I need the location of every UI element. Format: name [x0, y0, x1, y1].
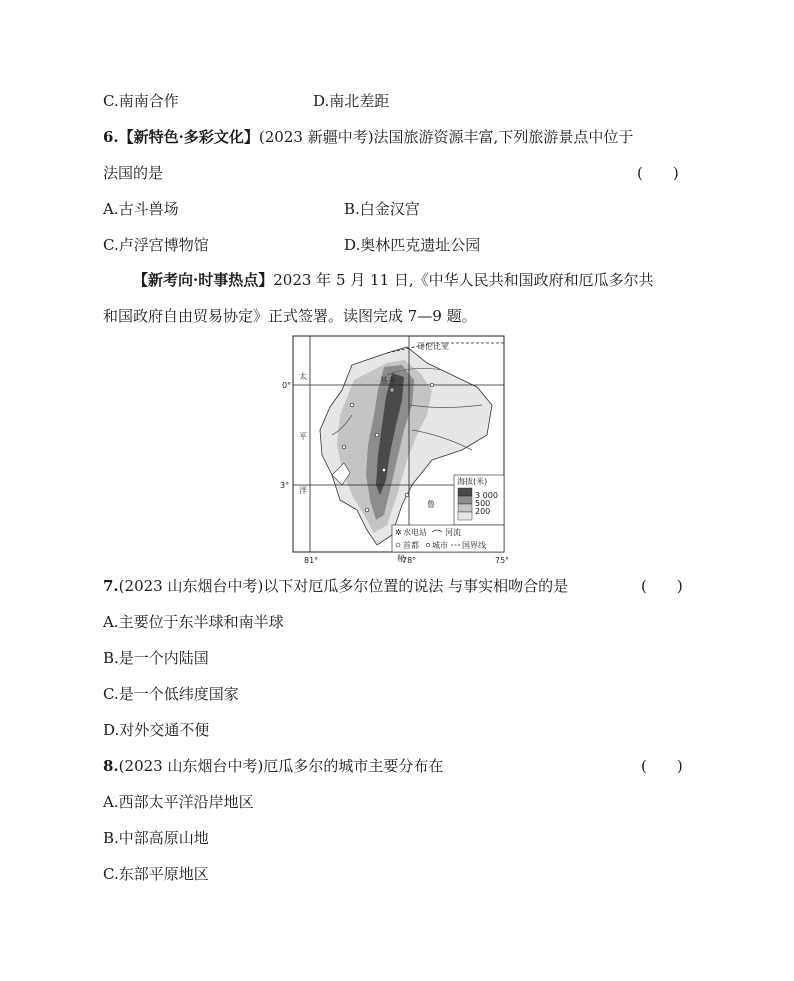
- q6-option-a: A.古斗兽场: [103, 200, 179, 218]
- q5-option-c: C.南南合作: [103, 92, 179, 110]
- label-pacific-3: 洋: [299, 486, 307, 495]
- label-lat-0: 0°: [282, 381, 292, 390]
- q8-option-a: A.西部太平洋沿岸地区: [103, 793, 254, 811]
- q6-option-b: B.白金汉宫: [344, 200, 420, 218]
- q8-stem-line: [103, 756, 443, 776]
- intro-line2: 和国政府自由贸易协定》正式签署。读图完成 7—9 题。: [103, 307, 477, 325]
- legend-200: 200: [475, 507, 491, 516]
- label-lon-81: 81°: [304, 556, 319, 565]
- q8-stem: (2023 山东烟台中考)厄瓜多尔的城市主要分布在: [118, 757, 444, 775]
- intro-text1: 2023 年 5 月 11 日,《中华人民共和国政府和厄瓜多尔共: [273, 271, 654, 289]
- legend-swatch-mid: [458, 496, 472, 504]
- legend-hydro: 水电站: [403, 528, 427, 537]
- q7-option-b: B.是一个内陆国: [103, 649, 209, 667]
- city-5: [430, 383, 434, 387]
- q6-answer-paren: ( ): [637, 164, 679, 182]
- q6-stem: (2023 新疆中考)法国旅游资源丰富,下列旅游景点中位于: [258, 128, 634, 146]
- q8-number: 8.: [103, 757, 119, 775]
- q7-answer-paren: ( ): [641, 577, 683, 595]
- city-legend-icon: [426, 543, 429, 546]
- q7-stem-line: [103, 576, 568, 596]
- q7-number: 7.: [103, 577, 119, 595]
- ecuador-map: [280, 335, 522, 567]
- label-lon-75: 75°: [495, 556, 510, 565]
- city-7: [365, 508, 369, 512]
- hydro-icon: ✲: [395, 528, 402, 537]
- label-lat-3: 3°: [280, 481, 290, 490]
- legend-3000: 3 000: [475, 491, 498, 500]
- legend-swatch-lowest: [458, 512, 472, 520]
- legend-swatch-high: [458, 488, 472, 496]
- city-2: [342, 445, 346, 449]
- label-colombia: 哥伦比亚: [417, 342, 449, 351]
- q7-option-c: C.是一个低纬度国家: [103, 685, 239, 703]
- legend-title: 海拔(米): [457, 477, 488, 486]
- intro-tag: 【新考向·时事热点】: [133, 271, 274, 289]
- q6-tag: 【新特色·多彩文化】: [118, 128, 259, 146]
- q8-option-c: C.东部平原地区: [103, 865, 209, 883]
- label-peru: 鲁: [427, 500, 435, 509]
- label-pacific-1: 太: [299, 372, 307, 381]
- legend-swatch-low: [458, 504, 472, 512]
- city-1: [350, 403, 354, 407]
- q6-stem-line2: 法国的是: [103, 164, 164, 182]
- q8-answer-paren: ( ): [641, 757, 683, 775]
- label-quito: 基多: [380, 376, 396, 385]
- q5-option-d: D.南北差距: [313, 92, 390, 110]
- label-pacific-2: 平: [299, 432, 307, 441]
- legend-500: 500: [475, 499, 491, 508]
- label-lon-78: 78°: [402, 556, 417, 565]
- q7-stem: (2023 山东烟台中考)以下对厄瓜多尔位置的说法 与事实相吻合的是: [118, 577, 569, 595]
- intro-line1: [133, 270, 654, 290]
- q8-option-b: B.中部高原山地: [103, 829, 209, 847]
- q6-option-d: D.奥林匹克遗址公园: [344, 236, 481, 254]
- q6-number: 6.: [103, 128, 119, 146]
- q7-option-a: A.主要位于东半球和南半球: [103, 613, 284, 631]
- legend-city: 城市: [432, 541, 448, 550]
- q6-option-c: C.卢浮宫博物馆: [103, 236, 209, 254]
- label-peru2: 秘: [397, 554, 405, 563]
- legend-border: 国界线: [462, 541, 486, 550]
- q6-stem-line1: [103, 127, 633, 147]
- capital-legend-icon: [396, 543, 400, 547]
- q7-option-d: D.对外交通不便: [103, 721, 210, 739]
- legend-capital: 首都: [403, 541, 419, 550]
- legend-river: 河流: [445, 528, 461, 537]
- city-4: [382, 468, 386, 472]
- city-3: [375, 433, 379, 437]
- city-6: [405, 493, 409, 497]
